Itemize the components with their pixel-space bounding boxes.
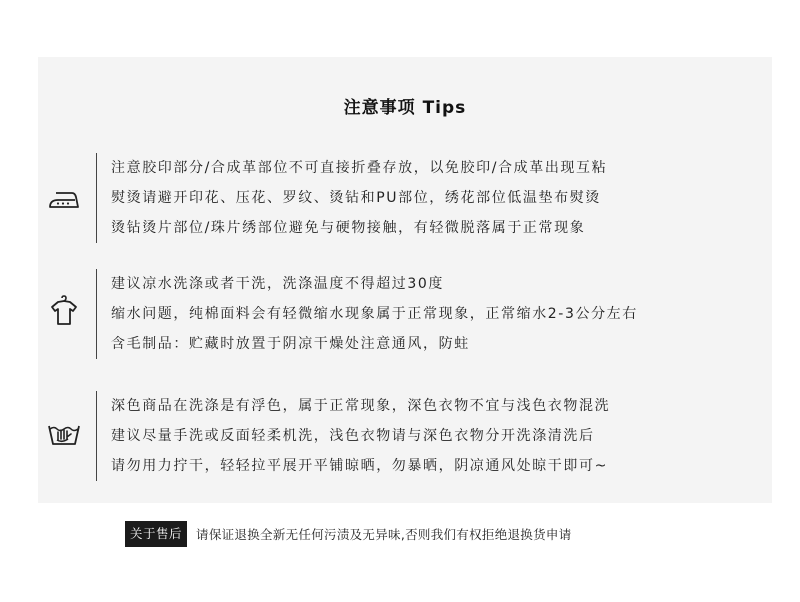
care-line: 熨烫请避开印花、压花、罗纹、烫钻和PU部位，绣花部位低温垫布熨烫: [111, 190, 601, 206]
care-line: 注意胶印部分/合成革部位不可直接折叠存放，以免胶印/合成革出现互粘: [111, 160, 608, 176]
care-section-ironing: [38, 153, 772, 243]
hand-wash-icon: [46, 417, 82, 453]
care-line: 烫钻烫片部位/珠片绣部位避免与硬物接触，有轻微脱落属于正常现象: [111, 220, 586, 236]
care-line: 含毛制品：贮藏时放置于阴凉干燥处注意通风，防蛀: [111, 336, 470, 352]
iron-icon: [46, 181, 82, 217]
care-line: 建议尽量手洗或反面轻柔机洗，浅色衣物请与深色衣物分开洗涤清洗后: [111, 428, 595, 444]
after-sales-text: 请保证退换全新无任何污渍及无异味,否则我们有权拒绝退换货申请: [196, 527, 572, 542]
after-sales-note: [125, 520, 572, 548]
after-sales-badge: 关于售后: [125, 521, 187, 547]
care-line: 建议凉水洗涤或者干洗，洗涤温度不得超过30度: [111, 276, 445, 292]
care-line: 缩水问题，纯棉面料会有轻微缩水现象属于正常现象，正常缩水2-3公分左右: [111, 306, 638, 322]
care-section-washing: [38, 269, 772, 359]
care-section-handwash: [38, 391, 772, 481]
divider-line: [96, 153, 97, 243]
care-line: 深色商品在洗涤是有浮色，属于正常现象，深色衣物不宜与浅色衣物混洗: [111, 398, 611, 414]
page-title: 注意事项 Tips: [343, 98, 467, 118]
care-text: [111, 153, 607, 243]
tips-panel: [38, 57, 772, 503]
divider-line: [96, 269, 97, 359]
divider-line: [96, 391, 97, 481]
care-text: [111, 391, 610, 481]
hanging-shirt-icon: [46, 293, 82, 329]
care-text: [111, 269, 638, 359]
care-line: 请勿用力拧干，轻轻拉平展开平铺晾晒，勿暴晒，阴凉通风处晾干即可~: [111, 458, 608, 474]
